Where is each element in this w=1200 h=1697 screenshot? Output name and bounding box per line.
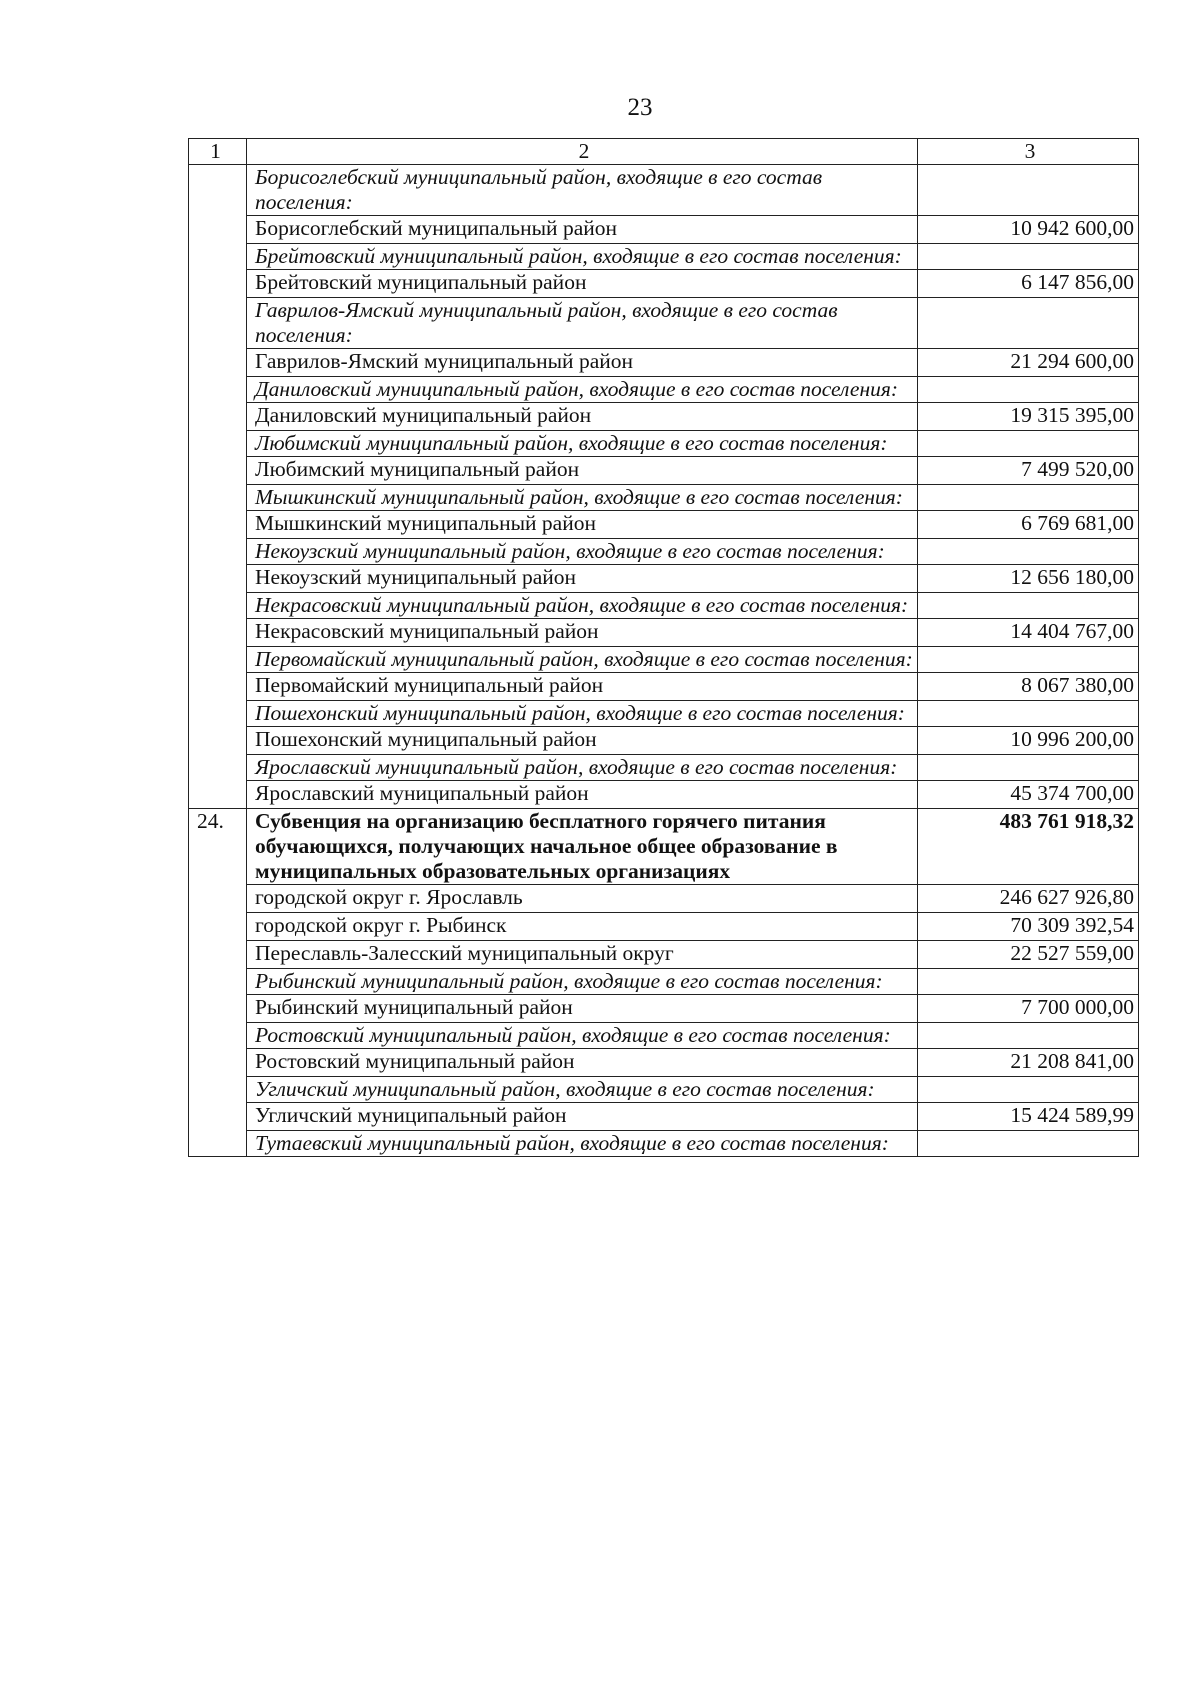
group-heading-row xyxy=(189,647,1139,673)
group-heading-cell: Угличский муниципальный район, входящие в его состав поселения: xyxy=(247,1077,918,1103)
amount-cell: 15 424 589,99 xyxy=(918,1103,1139,1131)
name-cell: Субвенция на организацию бесплатного горячего питания обучающихся, получающих начальное общее образование в муниципальных образовательных организациях xyxy=(247,809,918,885)
name-cell: Даниловский муниципальный район xyxy=(247,403,918,431)
group-heading-row xyxy=(189,165,1139,216)
amount-cell: 6 769 681,00 xyxy=(918,511,1139,539)
table-row xyxy=(189,673,1139,701)
table-row xyxy=(189,727,1139,755)
amount-cell: 10 996 200,00 xyxy=(918,727,1139,755)
table-row xyxy=(189,941,1139,969)
group-heading-row xyxy=(189,969,1139,995)
amount-cell: 22 527 559,00 xyxy=(918,941,1139,969)
amount-cell xyxy=(918,1023,1139,1049)
group-heading-row xyxy=(189,377,1139,403)
table-row xyxy=(189,885,1139,913)
group-heading-cell: Некоузский муниципальный район, входящие в его состав поселения: xyxy=(247,539,918,565)
table-row xyxy=(189,216,1139,244)
amount-cell xyxy=(918,244,1139,270)
name-cell: Гаврилов-Ямский муниципальный район xyxy=(247,349,918,377)
name-cell: Рыбинский муниципальный район xyxy=(247,995,918,1023)
group-heading-cell: Борисоглебский муниципальный район, входящие в его состав поселения: xyxy=(247,165,918,216)
amount-cell: 6 147 856,00 xyxy=(918,270,1139,298)
amount-cell xyxy=(918,431,1139,457)
subsidy-table xyxy=(188,138,1139,1157)
table-row xyxy=(189,403,1139,431)
group-heading-cell: Первомайский муниципальный район, входящие в его состав поселения: xyxy=(247,647,918,673)
group-heading-cell: Пошехонский муниципальный район, входящие в его состав поселения: xyxy=(247,701,918,727)
name-cell: Пошехонский муниципальный район xyxy=(247,727,918,755)
table-row xyxy=(189,349,1139,377)
table-body xyxy=(189,139,1139,1157)
group-heading-row xyxy=(189,244,1139,270)
name-cell: Переславль-Залесский муниципальный округ xyxy=(247,941,918,969)
header-col-2: 2 xyxy=(247,139,918,165)
section-row xyxy=(189,809,1139,885)
group-heading-cell: Брейтовский муниципальный район, входящие в его состав поселения: xyxy=(247,244,918,270)
table-row xyxy=(189,511,1139,539)
amount-cell: 14 404 767,00 xyxy=(918,619,1139,647)
amount-cell xyxy=(918,485,1139,511)
group-heading-cell: Гаврилов-Ямский муниципальный район, входящие в его состав поселения: xyxy=(247,298,918,349)
amount-cell xyxy=(918,701,1139,727)
table-header-row xyxy=(189,139,1139,165)
amount-cell xyxy=(918,539,1139,565)
amount-cell: 8 067 380,00 xyxy=(918,673,1139,701)
name-cell: Борисоглебский муниципальный район xyxy=(247,216,918,244)
group-heading-cell: Ярославский муниципальный район, входящие в его состав поселения: xyxy=(247,755,918,781)
table-row xyxy=(189,995,1139,1023)
name-cell: городской округ г. Рыбинск xyxy=(247,913,918,941)
table-row xyxy=(189,1049,1139,1077)
header-col-1: 1 xyxy=(189,139,247,165)
group-heading-row xyxy=(189,1131,1139,1157)
header-col-3: 3 xyxy=(918,139,1139,165)
page-number: 23 xyxy=(627,94,653,121)
name-cell: Первомайский муниципальный район xyxy=(247,673,918,701)
table-row xyxy=(189,565,1139,593)
amount-cell: 21 294 600,00 xyxy=(918,349,1139,377)
name-cell: Угличский муниципальный район xyxy=(247,1103,918,1131)
item-number-cell: 24. xyxy=(189,809,247,1157)
amount-cell: 19 315 395,00 xyxy=(918,403,1139,431)
amount-cell: 21 208 841,00 xyxy=(918,1049,1139,1077)
item-number-cell xyxy=(189,165,247,809)
name-cell: Ярославский муниципальный район xyxy=(247,781,918,809)
amount-cell xyxy=(918,1131,1139,1157)
table-row xyxy=(189,913,1139,941)
amount-cell xyxy=(918,1077,1139,1103)
group-heading-row xyxy=(189,298,1139,349)
name-cell: Некрасовский муниципальный район xyxy=(247,619,918,647)
name-cell: Мышкинский муниципальный район xyxy=(247,511,918,539)
amount-cell xyxy=(918,165,1139,216)
group-heading-row xyxy=(189,485,1139,511)
table-row xyxy=(189,457,1139,485)
table-row xyxy=(189,781,1139,809)
table-row xyxy=(189,619,1139,647)
group-heading-row xyxy=(189,701,1139,727)
table-row xyxy=(189,270,1139,298)
amount-cell: 70 309 392,54 xyxy=(918,913,1139,941)
group-heading-row xyxy=(189,1023,1139,1049)
name-cell: городской округ г. Ярославль xyxy=(247,885,918,913)
name-cell: Ростовский муниципальный район xyxy=(247,1049,918,1077)
amount-cell xyxy=(918,377,1139,403)
group-heading-row xyxy=(189,755,1139,781)
amount-cell: 10 942 600,00 xyxy=(918,216,1139,244)
amount-cell xyxy=(918,647,1139,673)
group-heading-row xyxy=(189,593,1139,619)
group-heading-row xyxy=(189,1077,1139,1103)
name-cell: Некоузский муниципальный район xyxy=(247,565,918,593)
group-heading-row xyxy=(189,431,1139,457)
group-heading-cell: Мышкинский муниципальный район, входящие в его состав поселения: xyxy=(247,485,918,511)
amount-cell xyxy=(918,755,1139,781)
table-row xyxy=(189,1103,1139,1131)
amount-cell: 7 499 520,00 xyxy=(918,457,1139,485)
amount-cell xyxy=(918,298,1139,349)
amount-cell: 246 627 926,80 xyxy=(918,885,1139,913)
name-cell: Брейтовский муниципальный район xyxy=(247,270,918,298)
amount-cell: 12 656 180,00 xyxy=(918,565,1139,593)
group-heading-row xyxy=(189,539,1139,565)
group-heading-cell: Тутаевский муниципальный район, входящие в его состав поселения: xyxy=(247,1131,918,1157)
group-heading-cell: Рыбинский муниципальный район, входящие в его состав поселения: xyxy=(247,969,918,995)
amount-cell: 483 761 918,32 xyxy=(918,809,1139,885)
amount-cell xyxy=(918,593,1139,619)
group-heading-cell: Ростовский муниципальный район, входящие в его состав поселения: xyxy=(247,1023,918,1049)
amount-cell xyxy=(918,969,1139,995)
group-heading-cell: Некрасовский муниципальный район, входящие в его состав поселения: xyxy=(247,593,918,619)
amount-cell: 7 700 000,00 xyxy=(918,995,1139,1023)
name-cell: Любимский муниципальный район xyxy=(247,457,918,485)
amount-cell: 45 374 700,00 xyxy=(918,781,1139,809)
group-heading-cell: Даниловский муниципальный район, входящие в его состав поселения: xyxy=(247,377,918,403)
group-heading-cell: Любимский муниципальный район, входящие в его состав поселения: xyxy=(247,431,918,457)
